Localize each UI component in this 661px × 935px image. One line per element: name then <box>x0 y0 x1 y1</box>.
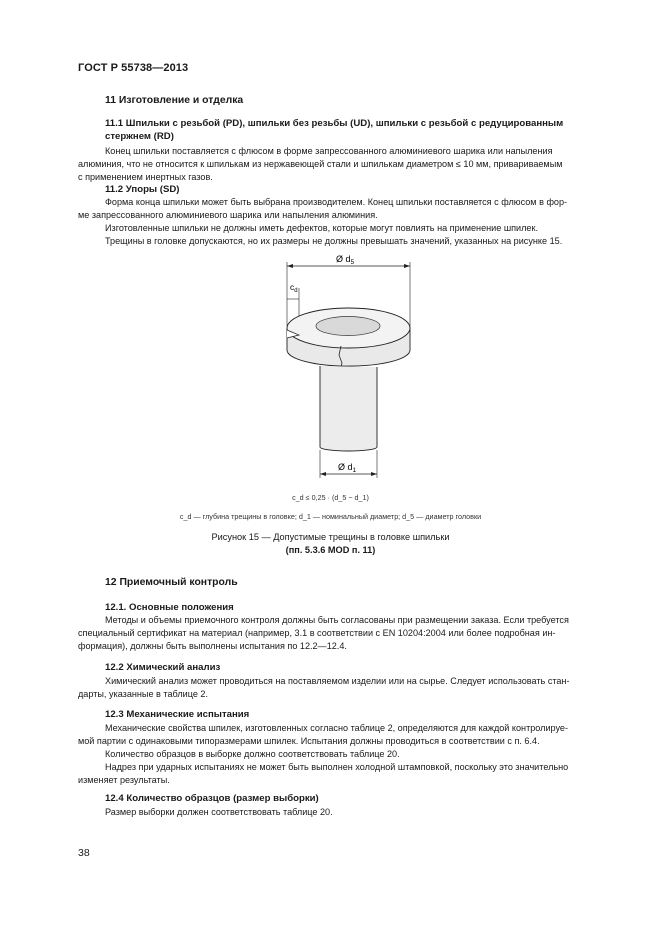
para-line: Размер выборки должен соответствовать таблице 20. <box>105 807 333 817</box>
page-number: 38 <box>78 847 90 859</box>
cd-label: $c_d$ <box>290 282 298 294</box>
para-line: ме запрессованного алюминиевого шарика или напыления алюминия. <box>78 210 378 220</box>
shank <box>320 366 377 451</box>
head-top-recess <box>316 317 380 336</box>
section-11-1-text <box>78 145 586 184</box>
figure-legend: c_d — глубина трещины в головке; d_1 — номинальный диаметр; d_5 — диаметр головки <box>179 512 482 521</box>
figure-formula: c_d ≤ 0,25 · (d_5 − d_1) <box>292 493 369 502</box>
section-11-1-title-line2: стержнем (RD) <box>105 131 174 142</box>
para-line: специальный сертификат на материал (например, 3.1 в соответствии с EN 10204:2004 или более подробная ин- <box>78 628 556 638</box>
para-line: Химический анализ может проводиться на поставляемом изделии или на сырье. Следует использовать стан- <box>105 676 570 686</box>
stud-head-crack-figure <box>270 250 430 490</box>
section-11-1-title <box>105 118 590 142</box>
para-line: алюминия, что не относится к шпилькам из нержавеющей стали и шпилькам диаметром ≤ 10 мм, привариваемым <box>78 159 563 169</box>
d5-label: Ø $d_5$ <box>336 254 355 266</box>
para-line: Изготовленные шпильки не должны иметь дефектов, которые могут повлиять на применение шпилек. <box>105 223 538 233</box>
para-line: Методы и объемы приемочного контроля должны быть согласованы при размещении заказа. Если требуется <box>105 615 569 625</box>
para-line: Количество образцов в выборке должно соответствовать таблице 20. <box>105 749 400 759</box>
para-line: Механические свойства шпилек, изготовленных согласно таблице 2, определяются для каждой контролируе- <box>105 723 569 733</box>
section-11-2-title: 11.2 Упоры (SD) <box>105 184 180 195</box>
para-line: Трещины в головке допускаются, но их размеры не должны превышать значений, указанных на рисунке 15. <box>105 236 563 246</box>
figure-caption-reference: (пп. 5.3.6 MOD п. 11) <box>285 545 376 555</box>
figure-caption: Рисунок 15 — Допустимые трещины в головке шпильки <box>211 532 450 542</box>
section-12-4-title: 12.4 Количество образцов (размер выборки) <box>105 793 319 804</box>
d5-arrow-right <box>404 264 410 268</box>
d5-arrow-left <box>287 264 293 268</box>
para-line: Конец шпильки поставляется с флюсом в форме запрессованного алюминиевого шарика или напыления <box>105 146 553 156</box>
section-12-1-text <box>78 614 586 653</box>
section-12-title: 12 Приемочный контроль <box>105 577 238 588</box>
section-12-2-title: 12.2 Химический анализ <box>105 662 221 673</box>
section-11-title: 11 Изготовление и отделка <box>105 95 244 106</box>
section-12-4-text <box>78 806 586 819</box>
section-12-3-text <box>78 722 586 787</box>
section-12-3-title: 12.3 Механические испытания <box>105 709 250 720</box>
para-line: Надрез при ударных испытаниях не может быть выполнен холодной штамповкой, поскольку это значительно <box>105 762 569 772</box>
section-12-2-text <box>78 675 586 701</box>
section-12-1-title: 12.1. Основные положения <box>105 602 234 613</box>
para-line: дарты, указанные в таблице 2. <box>78 689 208 699</box>
para-line: формация), должны быть выполнены испытания по 12.2—12.4. <box>78 641 347 651</box>
d1-arrow-left <box>320 472 326 476</box>
d1-label: Ø $d_1$ <box>338 462 357 474</box>
section-11-1-title-line1: 11.1 Шпильки с резьбой (PD), шпильки без резьбы (UD), шпильки с резьбой с редуцированным <box>105 118 564 129</box>
section-11-2-text <box>78 196 586 248</box>
para-line: изменяет результаты. <box>78 775 170 785</box>
para-line: Форма конца шпильки может быть выбрана производителем. Конец шпильки поставляется с флюсом в фор- <box>105 197 568 207</box>
d1-arrow-right <box>371 472 377 476</box>
para-line: с применением инертных газов. <box>78 172 213 182</box>
para-line: мой партии с одинаковыми типоразмерами шпилек. Испытания должны проводиться в соответствии с п. 6.4. <box>78 736 540 746</box>
document-id: ГОСТ Р 55738—2013 <box>78 62 189 74</box>
